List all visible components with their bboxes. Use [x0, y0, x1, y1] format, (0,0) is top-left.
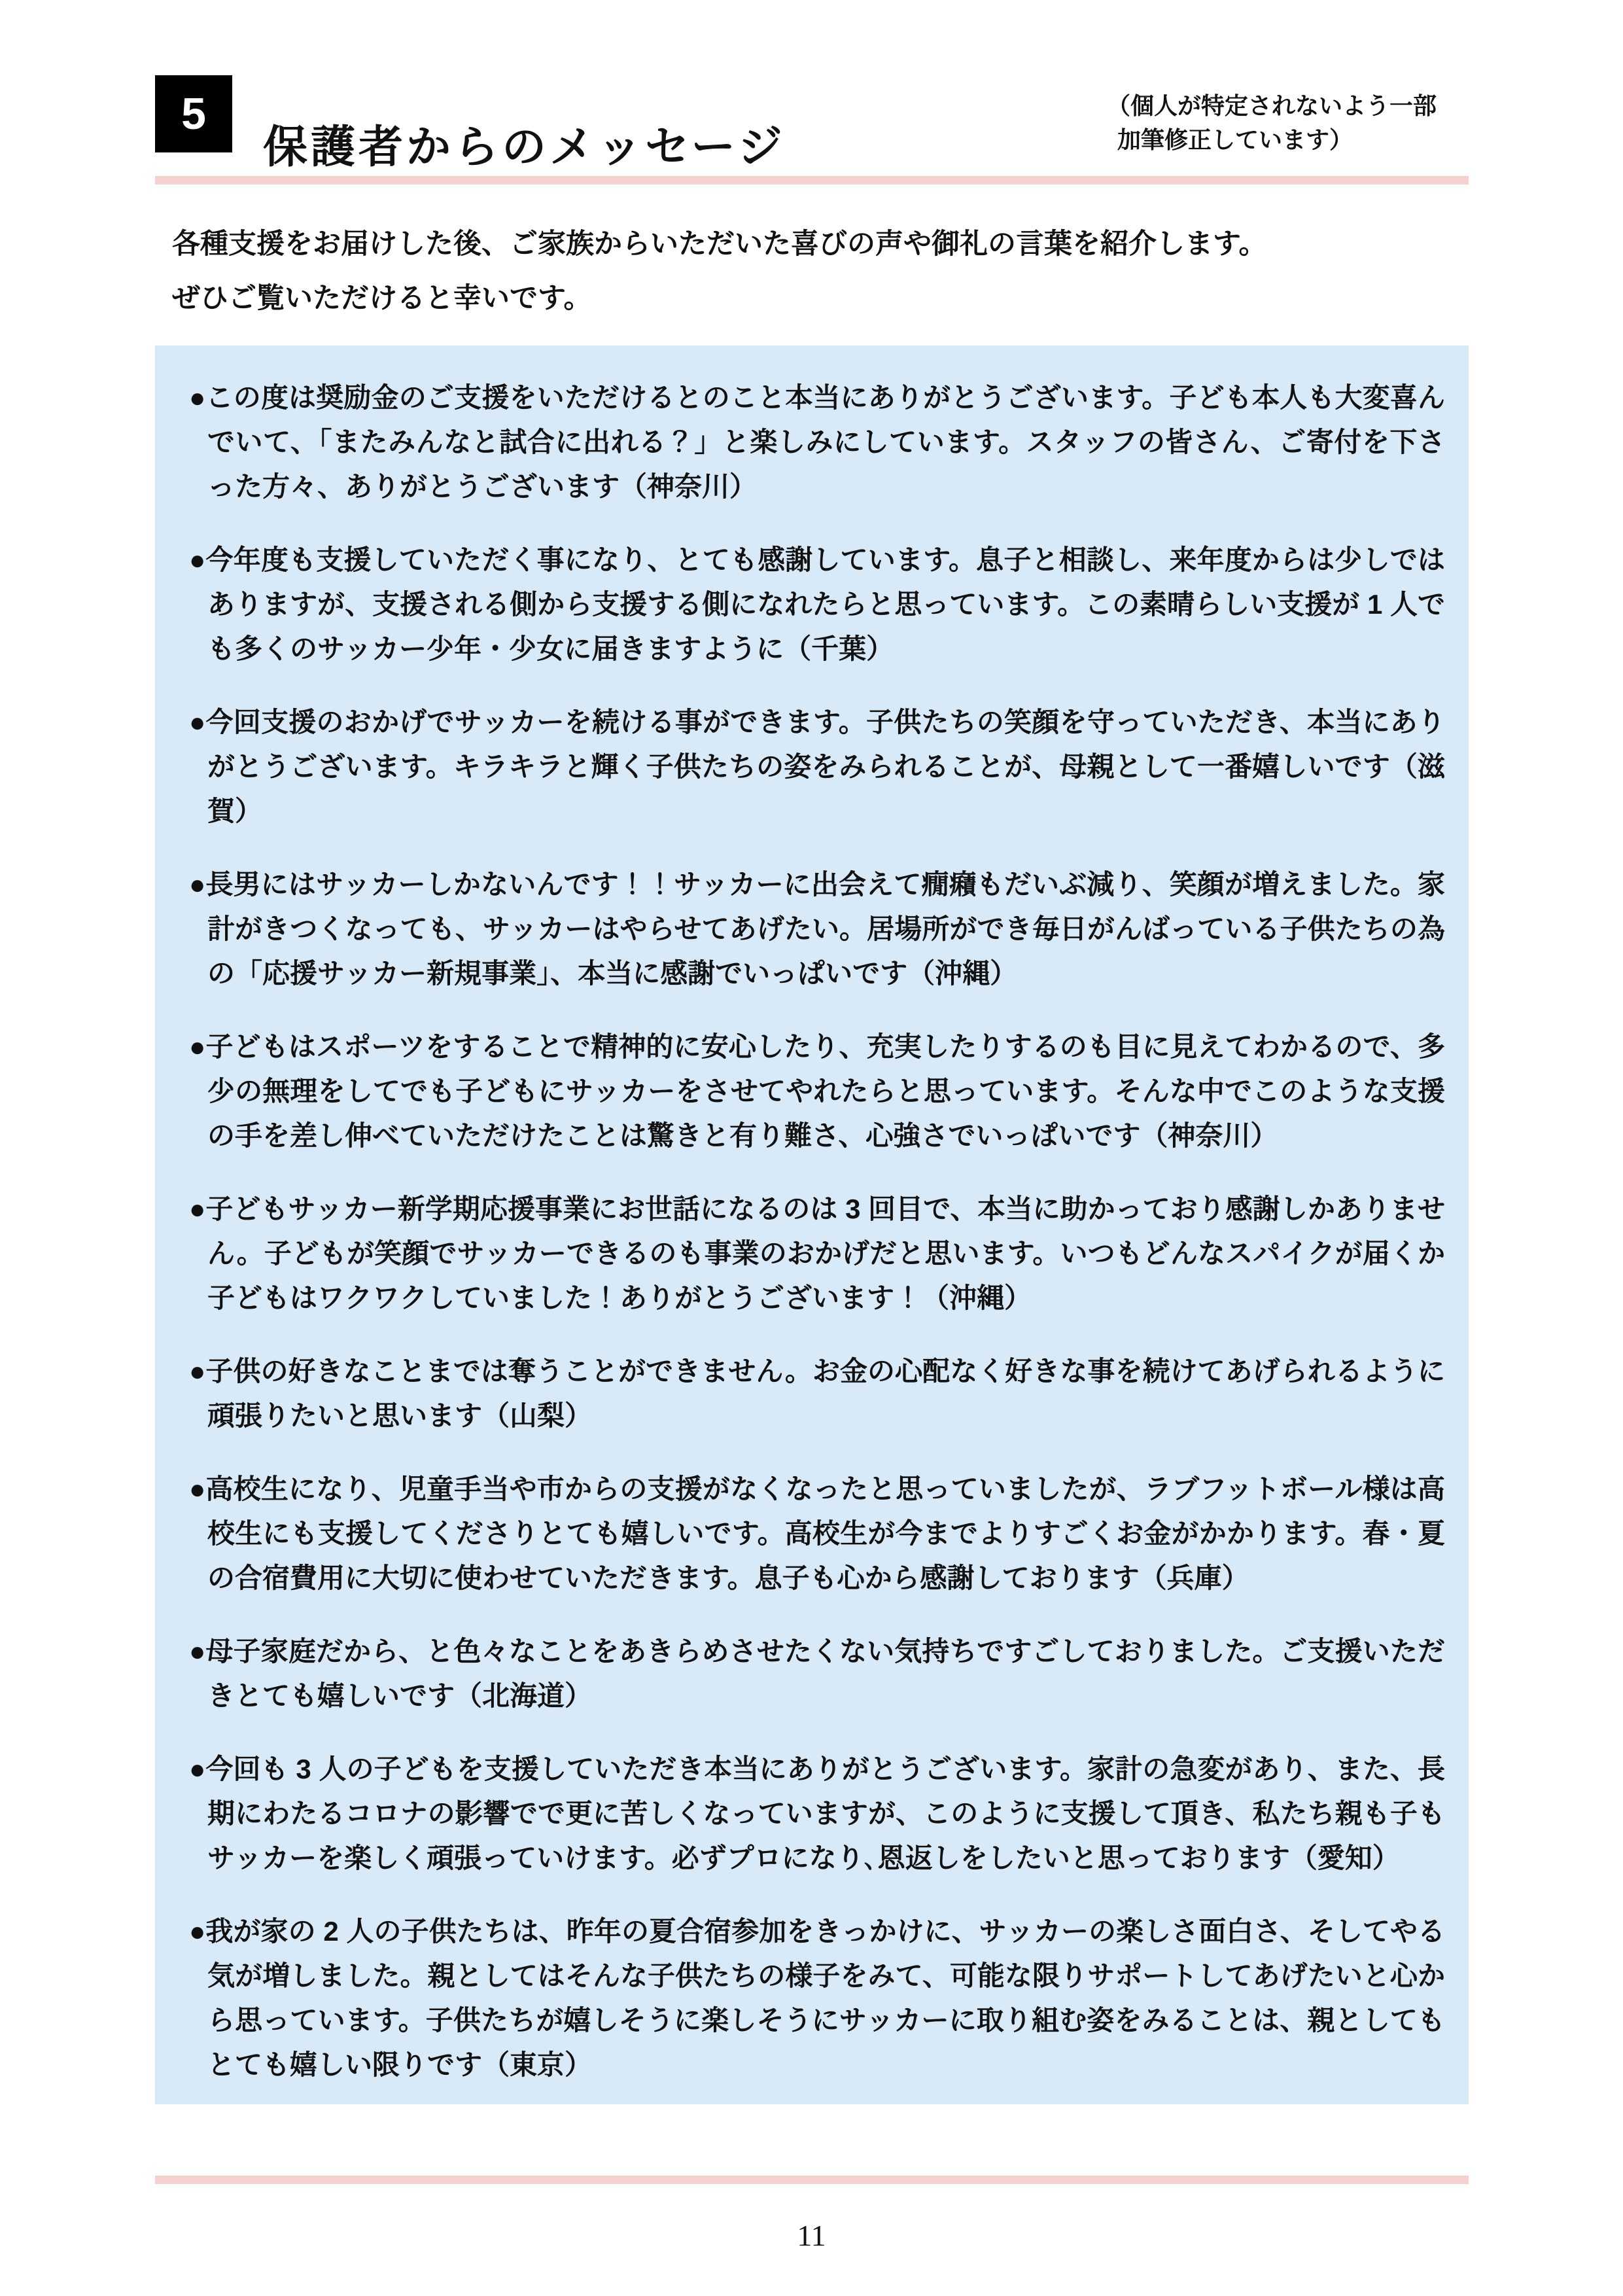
section-number-badge	[155, 75, 232, 152]
parent-message: ●子どもサッカー新学期応援事業にお世話になるのは 3 回目で、本当に助かっており感謝しかありません。子どもが笑顔でサッカーできるのも事業のおかげだと思います。いつもどんなスパイクが届くか子どもはワクワクしていました！ありがとうございます！（沖縄）	[189, 1193, 1445, 1313]
parent-message: ●今回支援のおかげでサッカーを続ける事ができます。子供たちの笑顔を守っていただき、本当にありがとうございます。キラキラと輝く子供たちの姿をみられることが、母親として一番嬉しいです（滋賀）	[189, 707, 1445, 826]
parent-message: ●母子家庭だから、と色々なことをあきらめさせたくない気持ちですごしておりました。ご支援いただきとても嬉しいです（北海道）	[189, 1636, 1445, 1711]
parent-message: ●この度は奨励金のご支援をいただけるとのこと本当にありがとうございます。子ども本人も大変喜んでいて、「またみんなと試合に出れる？」と楽しみにしています。スタッフの皆さん、ご寄付を下さった方々、ありがとうございます（神奈川）	[189, 382, 1445, 502]
messages-highlight-box	[155, 345, 1469, 2104]
privacy-note-line1: （個人が特定されないよう一部	[1107, 92, 1437, 119]
privacy-note	[1107, 89, 1486, 157]
parent-message: ●今年度も支援していただく事になり、とても感謝しています。息子と相談し、来年度からは少しではありますが、支援される側から支援する側になれたらと思っています。この素晴らしい支援が 1 人でも多くのサッカー少年・少女に届きますように（千葉）	[189, 544, 1445, 664]
privacy-note-line2: 加筆修正しています）	[1117, 126, 1353, 153]
section-number: 5	[181, 89, 206, 139]
divider-rule-top	[155, 176, 1469, 185]
parent-message: ●我が家の 2 人の子供たちは、昨年の夏合宿参加をきっかけに、サッカーの楽しさ面白さ、そしてやる気が増しました。親としてはそんな子供たちの様子をみて、可能な限りサポートしてあげたいと心から思っています。子供たちが嬉しそうに楽しそうにサッカーに取り組む姿をみることは、親としてもとても嬉しい限りです（東京）	[189, 1916, 1445, 2080]
parent-message: ●子供の好きなことまでは奪うことができません。お金の心配なく好きな事を続けてあげられるように頑張りたいと思います（山梨）	[189, 1356, 1445, 1431]
parent-message: ●高校生になり、児童手当や市からの支援がなくなったと思っていましたが、ラブフットボール様は高校生にも支援してくださりとても嬉しいです。高校生が今までよりすごくお金がかかります。春・夏の合宿費用に大切に使わせていただきます。息子も心から感謝しております（兵庫）	[189, 1474, 1445, 1593]
intro-text	[172, 217, 1480, 326]
parent-message: ●長男にはサッカーしかないんです！！サッカーに出会えて癇癪もだいぶ減り、笑顔が増えました。家計がきつくなっても、サッカーはやらせてあげたい。居場所ができ毎日がんばっている子供たちの為の「応援サッカー新規事業」、本当に感謝でいっぱいです（沖縄）	[189, 869, 1445, 989]
page-title: 保護者からのメッセージ	[263, 122, 786, 173]
parent-message: ●今回も 3 人の子どもを支援していただき本当にありがとうございます。家計の急変があり、また、長期にわたるコロナの影響でで更に苦しくなっていますが、このように支援して頂き、私たち親も子もサッカーを楽しく頑張っていけます。必ずプロになり､恩返しをしたいと思っております（愛知）	[189, 1754, 1445, 1873]
divider-rule-bottom	[155, 2176, 1469, 2184]
intro-line2: ぜひご覧いただけると幸いです。	[172, 283, 592, 314]
page-number: 11	[797, 2219, 826, 2252]
intro-line1: 各種支援をお届けした後、ご家族からいただいた喜びの声や御礼の言葉を紹介します。	[172, 228, 1267, 260]
parent-message: ●子どもはスポーツをすることで精神的に安心したり、充実したりするのも目に見えてわかるので、多少の無理をしてでも子どもにサッカーをさせてやれたらと思っています。そんな中でこのような支援の手を差し伸べていただけたことは驚きと有り難さ、心強さでいっぱいです（神奈川）	[189, 1031, 1445, 1151]
